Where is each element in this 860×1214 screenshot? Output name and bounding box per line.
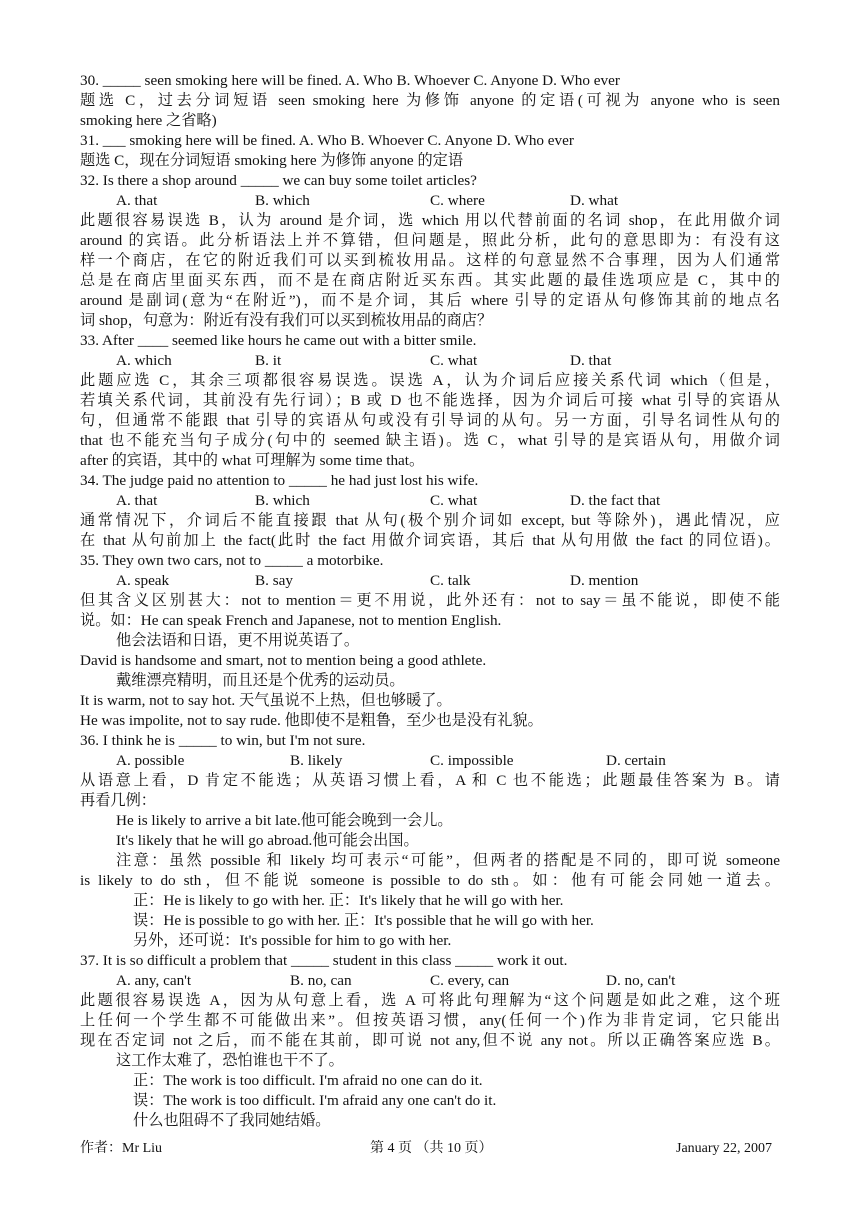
options-35: [0, 571, 860, 591]
explanation-line: 此题很容易误选 B，认为 around 是介词，选 which 用以代替前面的名词 shop，在此用做介词: [80, 212, 780, 229]
translation-line: 戴维漂亮精明，而且还是个优秀的运动员。: [116, 672, 405, 689]
example-line: It is warm, not to say hot. 天气虽说不上热，但也够暖了。: [80, 692, 452, 709]
explanation-line: around 的宾语。此分析语法上并不算错，但问题是，照此分析，此句的意思即为：有没有这: [80, 232, 780, 249]
explanation-line: 此题很容易误选 A，因为从句意上看，选 A 可将此句理解为“这个问题是如此之难，这个班: [80, 992, 780, 1009]
explanation-line: 此题应选 C，其余三项都很容易误选。误选 A，认为介词后应接关系代词 which（但是，: [80, 372, 780, 389]
explanation-line: around 是副词(意为“在附近”)，而不是介词，其后 where 引导的定语从句修饰其前的地点名: [80, 292, 780, 309]
options-33: [0, 351, 860, 371]
example-line: It's likely that he will go abroad.他可能会出国。: [116, 832, 419, 849]
options-34: [0, 491, 860, 511]
option-a: A. possible: [116, 752, 185, 769]
option-a: A. that: [116, 492, 158, 509]
example-line: 说。如：He can speak French and Japanese, not to mention English.: [80, 612, 502, 629]
question-33: 33. After ____ seemed like hours he came out with a bitter smile.: [80, 332, 477, 349]
question-34: 34. The judge paid no attention to _____ he had just lost his wife.: [80, 472, 479, 489]
explanation-line: 总是在商店里面买东西，而不是在商店附近买东西。其实此题的最佳选项应是 C，其中的: [80, 272, 780, 289]
example-line: He was impolite, not to say rude. 他即使不是粗鲁，至少也是没有礼貌。: [80, 712, 543, 729]
option-d: D. that: [570, 352, 612, 369]
option-c: C. what: [430, 492, 478, 509]
example-line: 正：He is likely to go with her. 正：It's likely that he will go with her.: [133, 892, 564, 909]
option-a: A. that: [116, 192, 158, 209]
option-b: B. no, can: [290, 972, 352, 989]
explanation-line: 从语意上看，D 肯定不能选；从英语习惯上看，A 和 C 也不能选；此题最佳答案为 B。请: [80, 772, 780, 789]
option-d: D. certain: [606, 752, 666, 769]
option-b: B. likely: [290, 752, 343, 769]
explanation-line: 上任何一个学生都不可能做出来”。但按英语习惯，any(任何一个)作为非肯定词，它只能出: [80, 1012, 780, 1029]
option-b: B. which: [255, 492, 310, 509]
question-37: 37. It is so difficult a problem that _____ student in this class _____ work it out.: [80, 952, 568, 969]
options-37: [0, 971, 860, 991]
explanation-line: 样一个商店，在它的附近我们可以买到梳妆用品。这样的句意显然不合事理，因为人们通常: [80, 252, 780, 269]
explanation-line: 题选 C，现在分词短语 smoking here 为修饰 anyone 的定语: [80, 152, 464, 169]
explanation-line: 若填关系代词，其前没有先行词）；B 或 D 也不能选择，因为介词后可接 what 引导的宾语从: [80, 392, 780, 409]
footer-date: January 22, 2007: [676, 1141, 773, 1156]
footer-author: 作者：Mr Liu: [80, 1141, 163, 1156]
explanation-line: is likely to do sth，但不能说 someone is possible to do sth。如：他有可能会同她一道去。: [80, 872, 780, 889]
option-b: B. say: [255, 572, 293, 589]
option-d: D. no, can't: [606, 972, 676, 989]
option-d: D. what: [570, 192, 619, 209]
option-a: A. which: [116, 352, 172, 369]
explanation-line: 但其含义区别甚大：not to mention＝更不用说，此外还有：not to say＝虽不能说，即使不能: [80, 592, 780, 609]
question-32: 32. Is there a shop around _____ we can buy some toilet articles?: [80, 172, 477, 189]
question-31: 31. ___ smoking here will be fined. A. Who B. Whoever C. Anyone D. Who ever: [80, 132, 574, 149]
explanation-line: that 也不能充当句子成分(句中的 seemed 缺主语)。选 C，what 引导的是宾语从句，用做介词: [80, 432, 780, 449]
option-d: D. mention: [570, 572, 639, 589]
explanation-line: 再看几例：: [80, 792, 156, 809]
example-line: 另外，还可说：It's possible for him to go with her.: [133, 932, 452, 949]
explanation-line: 词 shop，句意为：附近有没有我们可以买到梳妆用品的商店？: [80, 312, 493, 329]
option-c: C. what: [430, 352, 478, 369]
option-b: B. it: [255, 352, 282, 369]
option-c: C. every, can: [430, 972, 510, 989]
example-line: 误：He is possible to go with her. 正：It's possible that he will go with her.: [133, 912, 594, 929]
option-a: A. speak: [116, 572, 170, 589]
footer-page-number: 第 4 页 （共 10 页）: [370, 1141, 493, 1156]
option-c: C. talk: [430, 572, 471, 589]
question-30: 30. _____ seen smoking here will be fined. A. Who B. Whoever C. Anyone D. Who ever: [80, 72, 620, 89]
translation-line: 什么也阻碍不了我同她结婚。: [133, 1112, 331, 1129]
explanation-line: 在 that 从句前加上 the fact(此时 the fact 用做介词宾语，其后 that 从句用做 the fact 的同位语)。: [80, 532, 780, 549]
explanation-line: 注意：虽然 possible 和 likely 均可表示“可能”，但两者的搭配是不同的，即可说 someone: [116, 852, 780, 869]
question-36: 36. I think he is _____ to win, but I'm not sure.: [80, 732, 366, 749]
options-32: [0, 191, 860, 211]
explanation-line: 句，但通常不能跟 that 引导的宾语从句或没有引导词的从句。另一方面，引导名词性从句的: [80, 412, 780, 429]
option-c: C. impossible: [430, 752, 514, 769]
options-36: [0, 751, 860, 771]
explanation-line: smoking here 之省略): [80, 112, 217, 129]
explanation-line: 题选 C，过去分词短语 seen smoking here 为修饰 anyone 的定语(可视为 anyone who is seen: [80, 92, 780, 109]
example-line: 误：The work is too difficult. I'm afraid any one can't do it.: [133, 1092, 497, 1109]
option-c: C. where: [430, 192, 485, 209]
explanation-line: 现在否定词 not 之后，而不能在其前，即可说 not any,但不说 any not。所以正确答案应选 B。: [80, 1032, 780, 1049]
explanation-line: 通常情况下，介词后不能直接跟 that 从句(极个别介词如 except, but 等除外)，遇此情况，应: [80, 512, 780, 529]
option-b: B. which: [255, 192, 310, 209]
option-a: A. any, can't: [116, 972, 192, 989]
example-line: David is handsome and smart, not to mention being a good athlete.: [80, 652, 487, 669]
example-line: 正：The work is too difficult. I'm afraid no one can do it.: [133, 1072, 483, 1089]
translation-line: 他会法语和日语，更不用说英语了。: [116, 632, 359, 649]
explanation-line: after 的宾语，其中的 what 可理解为 some time that。: [80, 452, 425, 469]
example-line: He is likely to arrive a bit late.他可能会晚到一会儿。: [116, 812, 453, 829]
option-d: D. the fact that: [570, 492, 661, 509]
translation-line: 这工作太难了，恐怕谁也干不了。: [116, 1052, 344, 1069]
question-35: 35. They own two cars, not to _____ a motorbike.: [80, 552, 384, 569]
